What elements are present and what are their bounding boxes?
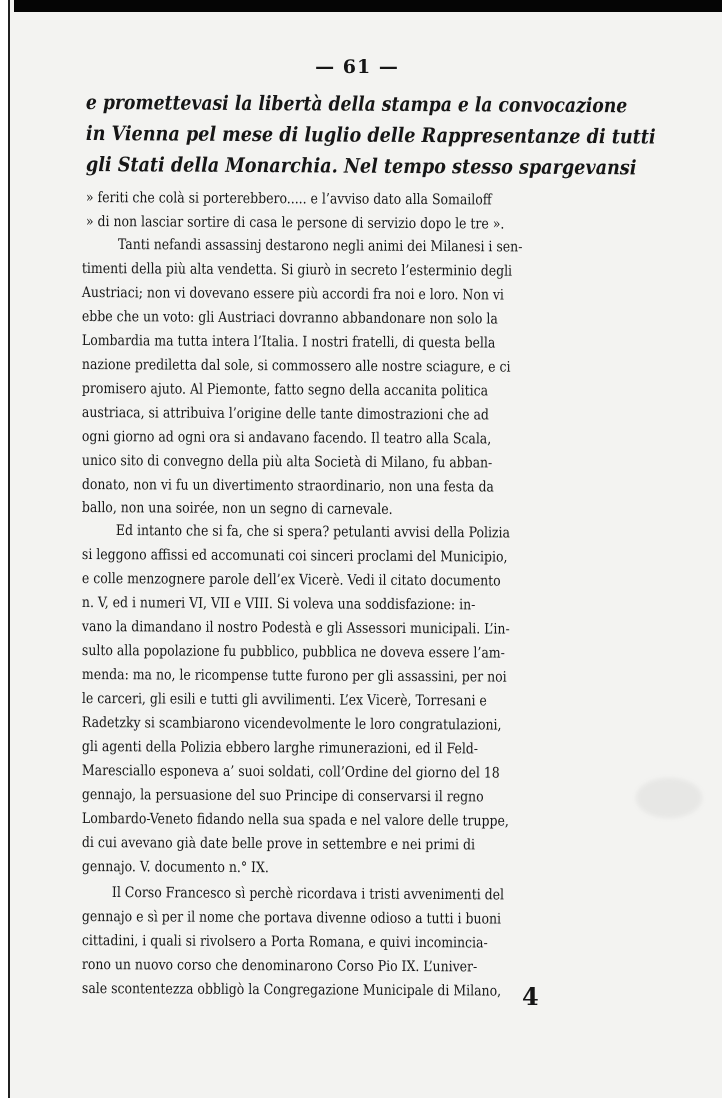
body-line-19: vano la dimandano il nostro Podestà e gli Assessori municipali. L’in-	[81, 618, 510, 638]
body-line-4: timenti della più alta vendetta. Si giurò in secreto l’esterminio degli	[81, 260, 513, 280]
body-line-5: Austriaci; non vi dovevano essere più accordi fra noi e loro. Non vi	[81, 284, 504, 304]
body-line-15: Ed intanto che si fa, che si spera? petulanti avvisi della Polizia	[115, 522, 511, 542]
body-line-32: cittadini, i quali si rivolsero a Porta Romana, e quivi incomincia-	[81, 932, 488, 952]
body-line-11: ogni giorno ad ogni ora si andavano facendo. Il teatro alla Scala,	[81, 428, 492, 448]
body-line-30: Il Corso Francesco sì perchè ricordava i tristi avvenimenti del	[111, 884, 505, 904]
body-line-2: » di non lasciar sortire di casa le persone di servizio dopo le tre ».	[85, 213, 505, 233]
body-line-26: gennajo, la persuasione del suo Principe di conservarsi il regno	[81, 786, 484, 806]
body-line-13: donato, non vi fu un divertimento straordinario, non una festa da	[81, 476, 494, 496]
body-line-7: Lombardia ma tutta intera l’Italia. I nostri fratelli, di questa bella	[81, 332, 496, 352]
page-number: — 61 —	[315, 56, 399, 78]
paper-stain	[636, 778, 702, 818]
body-line-34: sale scontentezza obbligò la Congregazione Municipale di Milano,	[81, 980, 502, 1000]
body-line-1: » feriti che colà si porterebbero..... e l’avviso dato alla Somailoff	[85, 189, 492, 209]
body-line-14: ballo, non una soirée, non un segno di carnevale.	[81, 499, 393, 518]
body-line-31: gennajo e sì per il nome che portava divenne odioso a tutti i buoni	[81, 908, 502, 928]
signature-mark: 4	[522, 982, 539, 1011]
body-line-23: Radetzky si scambiarono vicendevolmente le loro congratulazioni,	[81, 714, 502, 734]
italic-heading-line-2: in Vienna pel mese di luglio delle Rappresentanze di tutti	[85, 121, 656, 149]
body-line-16: si leggono affissi ed accomunati coi sinceri proclami del Municipio,	[81, 546, 508, 566]
italic-heading-line-1: e promettevasi la libertà della stampa e la convocazione	[85, 90, 628, 118]
body-line-33: rono un nuovo corso che denominarono Corso Pio IX. L’univer-	[81, 956, 478, 976]
body-line-20: sulto alla popolazione fu pubblico, pubblica ne doveva essere l’am-	[81, 642, 505, 662]
body-line-12: unico sito di convegno della più alta Società di Milano, fu abban-	[81, 452, 493, 472]
body-line-9: promisero ajuto. Al Piemonte, fatto segno della accanita politica	[81, 380, 489, 400]
body-line-10: austriaca, si attribuiva l’origine delle tante dimostrazioni che ad	[81, 404, 490, 424]
body-line-8: nazione prediletta dal sole, si commossero alle nostre sciagure, e ci	[81, 356, 511, 376]
scan-left-edge	[0, 0, 14, 1098]
body-line-29: gennajo. V. documento n.° IX.	[81, 858, 269, 877]
body-line-6: ebbe che un voto: gli Austriaci dovranno abbandonare non solo la	[81, 308, 498, 328]
body-line-28: di cui avevano già date belle prove in settembre e nei primi di	[81, 834, 476, 854]
body-line-22: le carceri, gli esili e tutti gli avvilimenti. L’ex Vicerè, Torresani e	[81, 690, 487, 710]
body-line-24: gli agenti della Polizia ebbero larghe rimunerazioni, ed il Feld-	[81, 738, 479, 758]
body-line-3: Tanti nefandi assassinj destarono negli animi dei Milanesi i sen-	[117, 236, 523, 256]
body-line-27: Lombardo-Veneto fidando nella sua spada e nel valore delle truppe,	[81, 810, 509, 830]
body-line-25: Maresciallo esponeva a’ suoi soldati, coll’Ordine del giorno del 18	[81, 762, 500, 782]
body-line-17: e colle menzognere parole dell’ex Vicerè. Vedi il citato documento	[81, 570, 501, 590]
scan-top-edge	[0, 0, 722, 12]
body-line-18: n. V, ed i numeri VI, VII e VIII. Si voleva una soddisfazione: in-	[81, 594, 476, 614]
italic-heading-line-3: gli Stati della Monarchia. Nel tempo stesso spargevansi	[85, 152, 637, 180]
body-line-21: menda: ma no, le ricompense tutte furono per gli assassini, per noi	[81, 666, 507, 686]
